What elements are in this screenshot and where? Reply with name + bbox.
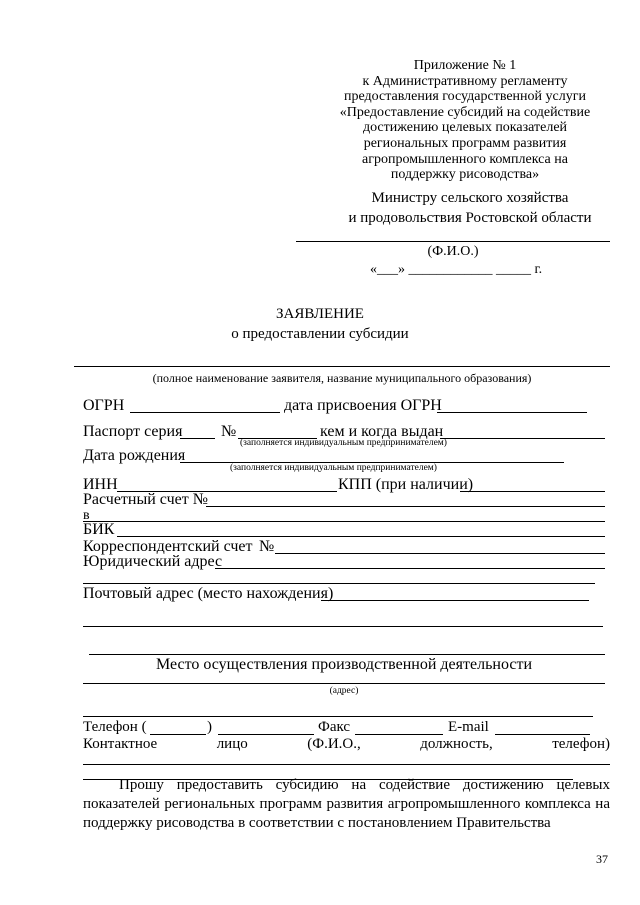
- contact-word: лицо: [216, 736, 248, 752]
- fio-caption: (Ф.И.О.): [427, 244, 479, 259]
- corr-number-label: №: [259, 538, 275, 555]
- contact-word: телефон): [552, 736, 610, 752]
- phone-number-field[interactable]: [218, 734, 314, 735]
- ogrn-field[interactable]: [130, 412, 280, 413]
- account-field[interactable]: [206, 506, 605, 507]
- production-place-label: Место осуществления производственной деятельности: [155, 656, 533, 673]
- passport-series-field[interactable]: [180, 438, 215, 439]
- contact-word: должность,: [420, 736, 493, 752]
- appendix-line: предоставления государственной услуги: [344, 89, 586, 105]
- inn-label: ИНН: [83, 476, 118, 493]
- bik-field[interactable]: [117, 536, 605, 537]
- phone-code-field[interactable]: [150, 734, 206, 735]
- corr-account-field[interactable]: [275, 553, 605, 554]
- fio-signature-line[interactable]: [296, 241, 610, 242]
- postal-address-field[interactable]: [321, 600, 589, 601]
- applicant-caption: (полное наименование заявителя, название муниципального образования): [152, 371, 532, 385]
- phone-close-paren: ): [207, 719, 212, 735]
- passport-series-label: Паспорт серия: [83, 423, 183, 440]
- corr-account-label: Корреспондентский счет: [83, 538, 253, 555]
- appendix-header: [300, 58, 630, 183]
- postal-address-field-3[interactable]: [89, 654, 605, 655]
- bank-field[interactable]: [83, 521, 605, 522]
- contact-word: Контактное: [83, 736, 158, 752]
- document-title: ЗАЯВЛЕНИЕ: [276, 306, 364, 322]
- applicant-name-field[interactable]: [74, 366, 610, 367]
- production-place-field[interactable]: [83, 683, 605, 684]
- email-field[interactable]: [495, 734, 590, 735]
- page-number: 37: [596, 852, 608, 866]
- passport-issued-label: кем и когда выдан: [320, 423, 444, 440]
- request-text: Прошу предоставить субсидию на содействие достижению целевых показателей региональных программ развития агропромышленного комплекса на поддержку рисоводства в соответствии с постановлением Правительства: [83, 777, 610, 831]
- appendix-line: достижению целевых показателей: [362, 120, 568, 136]
- bik-label: БИК: [83, 521, 115, 538]
- appendix-line: «Предоставление субсидий на содействие: [339, 104, 591, 120]
- address-caption: (адрес): [329, 686, 359, 696]
- date-field[interactable]: «___» ____________ _____ г.: [370, 262, 543, 277]
- appendix-line: региональных программ развития: [363, 135, 567, 151]
- appendix-line: к Административному регламенту: [362, 73, 568, 89]
- postal-address-label: Почтовый адрес (место нахождения): [83, 585, 334, 602]
- ogrn-date-label: дата присвоения ОГРН: [284, 397, 442, 414]
- kpp-field[interactable]: [460, 491, 605, 492]
- contact-word: (Ф.И.О.,: [307, 736, 361, 752]
- addressee-block: [300, 188, 640, 228]
- postal-address-field-2[interactable]: [83, 626, 603, 627]
- addressee-line-2: и продовольствия Ростовской области: [348, 210, 592, 226]
- legal-address-label: Юридический адрес: [83, 553, 223, 570]
- appendix-line: агропромышленного комплекса на: [362, 151, 568, 167]
- ogrn-label: ОГРН: [83, 397, 125, 414]
- phone-label: Телефон (: [83, 719, 147, 735]
- fax-label: Факс: [318, 719, 351, 735]
- appendix-line: поддержку рисоводства»: [390, 167, 540, 183]
- ogrn-date-field[interactable]: [437, 412, 587, 413]
- ip-note: (заполняется индивидуальным предпринимателем): [230, 463, 437, 473]
- legal-address-field-2[interactable]: [83, 583, 595, 584]
- kpp-label: КПП (при наличии): [338, 476, 474, 493]
- document-subtitle: о предоставлении субсидии: [231, 326, 409, 342]
- passport-number-label: №: [221, 423, 237, 440]
- bank-label: в: [83, 508, 90, 523]
- legal-address-field[interactable]: [215, 568, 605, 569]
- account-label: Расчетный счет №: [83, 491, 208, 508]
- contact-person-label: [83, 736, 610, 753]
- birth-date-label: Дата рождения: [83, 447, 186, 464]
- fax-field[interactable]: [355, 734, 443, 735]
- appendix-line: Приложение № 1: [413, 58, 517, 73]
- addressee-line-1: Министру сельского хозяйства: [371, 190, 569, 206]
- contact-person-field[interactable]: [83, 764, 610, 765]
- email-label: E-mail: [448, 719, 489, 735]
- passport-issued-field[interactable]: [440, 438, 605, 439]
- ip-note: (заполняется индивидуальным предпринимателем): [240, 438, 447, 448]
- production-place-field-2[interactable]: [83, 716, 593, 717]
- request-paragraph: [83, 776, 610, 833]
